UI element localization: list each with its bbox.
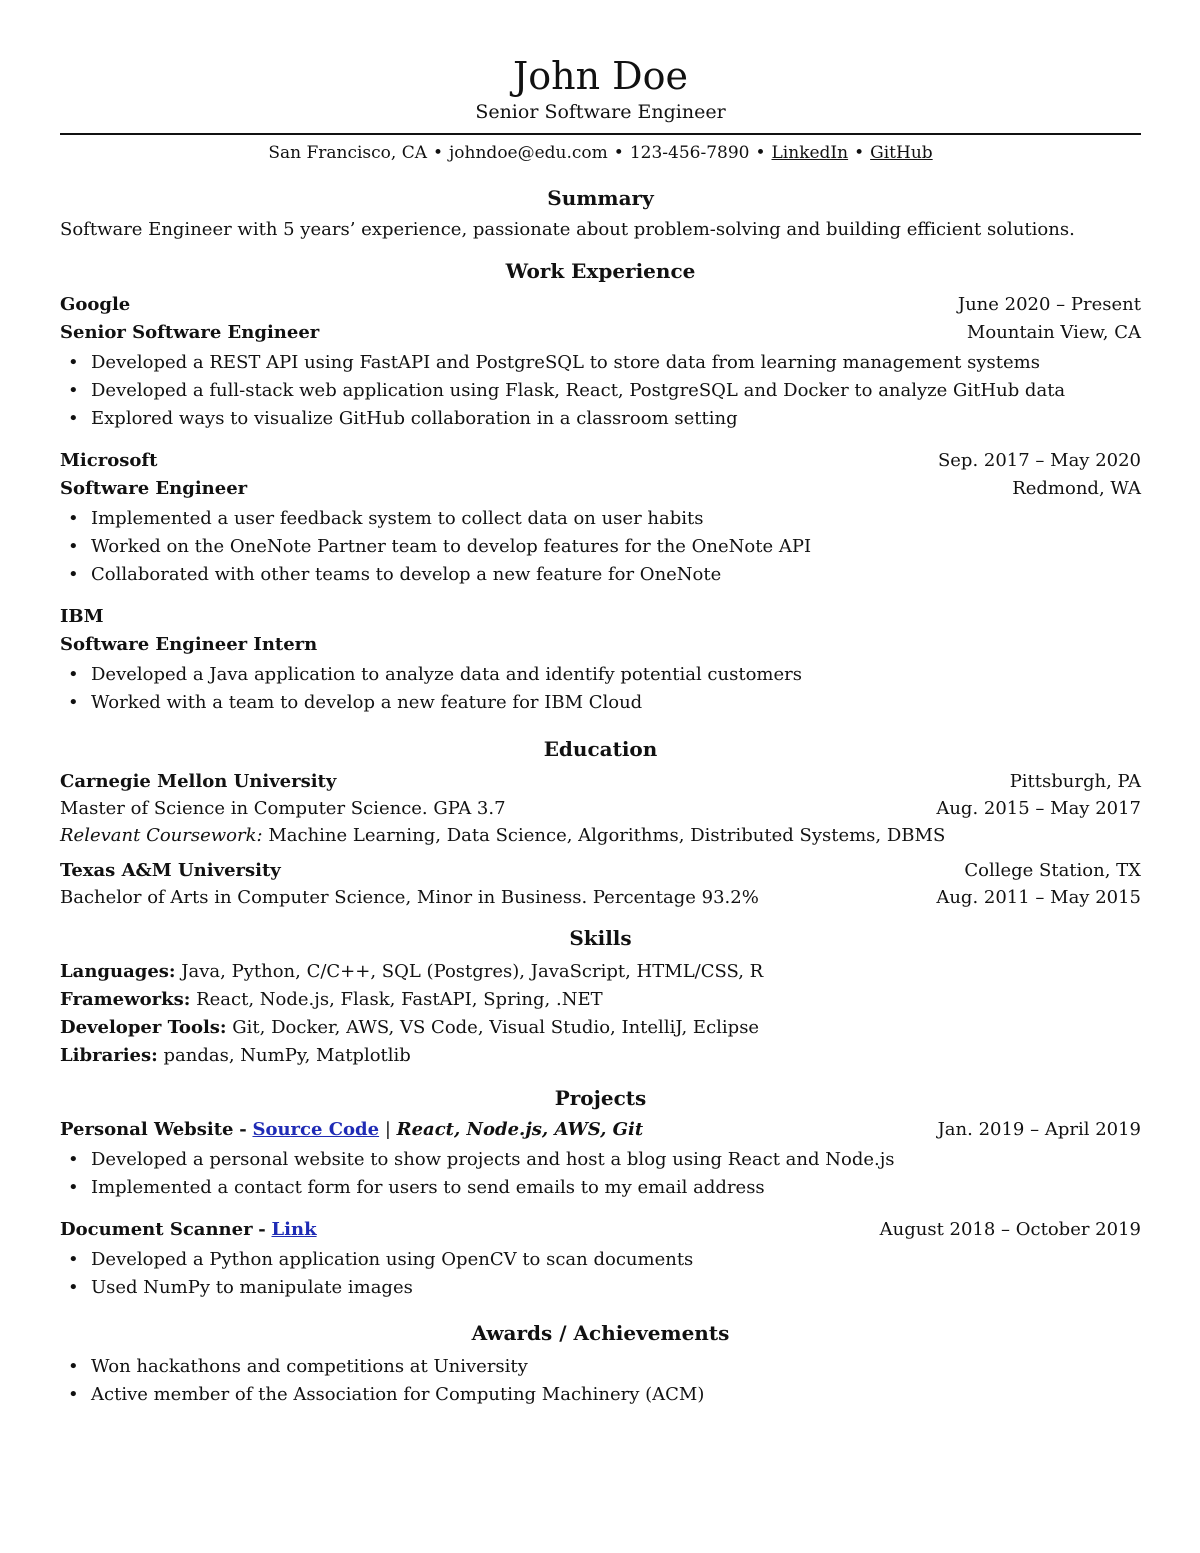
- contact-email[interactable]: johndoe@edu.com: [449, 143, 608, 163]
- github-link[interactable]: GitHub: [870, 143, 933, 163]
- list-item: • Developed a Java application to analyze data and identify potential customers: [60, 661, 1141, 689]
- project-dash: -: [239, 1119, 247, 1140]
- project-link[interactable]: Link: [271, 1219, 317, 1240]
- project-dates: Jan. 2019 – April 2019: [937, 1119, 1141, 1140]
- list-item: • Implemented a user feedback system to collect data on user habits: [60, 505, 1141, 533]
- job-bullets: [60, 349, 1141, 433]
- header-divider: [60, 133, 1141, 135]
- linkedin-link[interactable]: LinkedIn: [771, 143, 849, 163]
- school-name: Carnegie Mellon University: [60, 771, 337, 792]
- skill-value: Git, Docker, AWS, VS Code, Visual Studio, IntelliJ, Eclipse: [232, 1017, 760, 1038]
- list-item: • Used NumPy to manipulate images: [60, 1274, 1141, 1302]
- project-entry: [60, 1116, 1141, 1202]
- school-location: College Station, TX: [964, 860, 1141, 881]
- skill-row: [60, 1014, 1141, 1042]
- list-item: • Developed a personal website to show projects and host a blog using React and Node.js: [60, 1146, 1141, 1174]
- school-entry: [60, 857, 1141, 911]
- project-entry: [60, 1216, 1141, 1302]
- skill-row: [60, 1042, 1141, 1070]
- contact-separator: •: [433, 143, 444, 163]
- job-bullets: [60, 661, 1141, 717]
- skill-value: Java, Python, C/C++, SQL (Postgres), JavaScript, HTML/CSS, R: [181, 961, 764, 982]
- school-location: Pittsburgh, PA: [1009, 771, 1141, 792]
- job-company: Microsoft: [60, 450, 158, 471]
- candidate-name: John Doe: [513, 54, 688, 98]
- skill-label: Developer Tools:: [60, 1017, 227, 1038]
- job-company: Google: [60, 294, 131, 315]
- school-degree: Bachelor of Arts in Computer Science, Minor in Business. Percentage 93.2%: [60, 887, 759, 908]
- job-bullets: [60, 505, 1141, 589]
- skill-row: [60, 986, 1141, 1014]
- job-entry: [60, 291, 1141, 433]
- job-location: Mountain View, CA: [966, 322, 1141, 343]
- job-role: Senior Software Engineer: [60, 322, 320, 343]
- coursework-label: Relevant Coursework:: [60, 825, 263, 846]
- job-dates: Sep. 2017 – May 2020: [937, 450, 1141, 471]
- list-item: • Worked with a team to develop a new feature for IBM Cloud: [60, 689, 1141, 717]
- school-dates: Aug. 2011 – May 2015: [936, 887, 1141, 908]
- skill-value: React, Node.js, Flask, FastAPI, Spring, .NET: [196, 989, 603, 1010]
- list-item: • Developed a full-stack web application using Flask, React, PostgreSQL and Docker to analyze GitHub data: [60, 377, 1141, 405]
- list-item: • Collaborated with other teams to develop a new feature for OneNote: [60, 561, 1141, 589]
- skill-label: Frameworks:: [60, 989, 191, 1010]
- contact-location: San Francisco, CA: [268, 143, 427, 163]
- summary-section: [60, 184, 1141, 244]
- school-degree: Master of Science in Computer Science. GPA 3.7: [60, 798, 506, 819]
- projects-heading: Projects: [554, 1086, 647, 1110]
- school-name: Texas A&M University: [60, 860, 281, 881]
- education-heading-block: [60, 735, 1141, 763]
- job-company: IBM: [60, 606, 104, 627]
- project-bullets: [60, 1246, 1141, 1302]
- project-name: Document Scanner: [60, 1219, 253, 1240]
- list-item: • Worked on the OneNote Partner team to develop features for the OneNote API: [60, 533, 1141, 561]
- contact-separator: •: [755, 143, 766, 163]
- job-role: Software Engineer: [60, 478, 248, 499]
- resume-header: [60, 50, 1141, 124]
- job-dates: June 2020 – Present: [957, 294, 1141, 315]
- list-item: • Active member of the Association for Computing Machinery (ACM): [60, 1381, 1141, 1409]
- project-tech: React, Node.js, AWS, Git: [396, 1119, 644, 1140]
- coursework-list: Machine Learning, Data Science, Algorithms, Distributed Systems, DBMS: [268, 825, 946, 846]
- projects-heading-block: [60, 1084, 1141, 1112]
- list-item: • Developed a REST API using FastAPI and PostgreSQL to store data from learning management systems: [60, 349, 1141, 377]
- skill-value: pandas, NumPy, Matplotlib: [163, 1045, 411, 1066]
- project-bullets: [60, 1146, 1141, 1202]
- skills-section: [60, 924, 1141, 1070]
- contact-line: [60, 140, 1141, 166]
- awards-bullets: [60, 1353, 1141, 1409]
- skill-label: Libraries:: [60, 1045, 158, 1066]
- project-dates: August 2018 – October 2019: [879, 1219, 1141, 1240]
- list-item: • Implemented a contact form for users to send emails to my email address: [60, 1174, 1141, 1202]
- awards-section: [60, 1319, 1141, 1409]
- project-dash: -: [258, 1219, 266, 1240]
- contact-separator: •: [613, 143, 624, 163]
- education-heading: Education: [543, 737, 658, 761]
- work-heading: Work Experience: [505, 259, 696, 283]
- job-entry: [60, 447, 1141, 589]
- project-pipe: |: [384, 1119, 391, 1140]
- school-dates: Aug. 2015 – May 2017: [936, 798, 1141, 819]
- awards-heading: Awards / Achievements: [471, 1321, 730, 1345]
- job-location: Redmond, WA: [1012, 478, 1141, 499]
- summary-heading: Summary: [547, 186, 654, 210]
- job-entry: [60, 603, 1141, 717]
- school-entry: [60, 768, 1141, 849]
- candidate-headline: Senior Software Engineer: [475, 101, 726, 123]
- work-heading-block: [60, 257, 1141, 285]
- skills-heading: Skills: [569, 926, 632, 950]
- project-name: Personal Website: [60, 1119, 234, 1140]
- list-item: • Developed a Python application using OpenCV to scan documents: [60, 1246, 1141, 1274]
- contact-phone: 123-456-7890: [629, 143, 750, 163]
- contact-separator: •: [854, 143, 865, 163]
- summary-text: Software Engineer with 5 years’ experience, passionate about problem-solving and building efficient solutions.: [60, 219, 1075, 240]
- skill-label: Languages:: [60, 961, 176, 982]
- source-code-link[interactable]: Source Code: [252, 1119, 380, 1140]
- skill-row: [60, 958, 1141, 986]
- list-item: • Explored ways to visualize GitHub collaboration in a classroom setting: [60, 405, 1141, 433]
- list-item: • Won hackathons and competitions at University: [60, 1353, 1141, 1381]
- job-role: Software Engineer Intern: [60, 634, 318, 655]
